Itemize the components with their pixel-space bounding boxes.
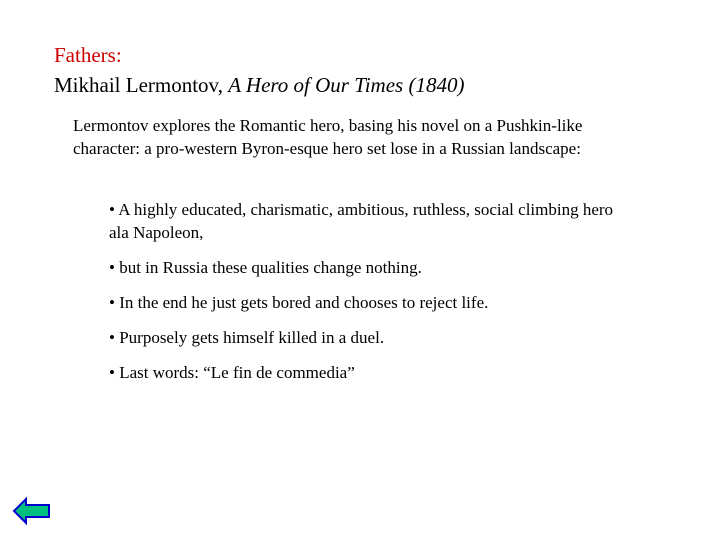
bullet-list: [109, 198, 629, 396]
bullet-item: • A highly educated, charismatic, ambitious, ruthless, social climbing hero ala Napoleon,: [109, 200, 614, 242]
bullet-item: • but in Russia these qualities change nothing.: [109, 258, 422, 277]
title-label: Fathers:: [54, 43, 122, 67]
bullet-item: • Last words: “Le fin de commedia”: [109, 363, 355, 382]
slide-title: [54, 40, 464, 100]
title-subtitle: [54, 70, 464, 100]
intro-paragraph: Lermontov explores the Romantic hero, basing his novel on a Pushkin-like character: a pro-western Byron-esque hero set lose in a Russian landscape:: [73, 116, 583, 158]
bullet-item: • Purposely gets himself killed in a duel.: [109, 328, 385, 347]
bullet-item: • In the end he just gets bored and chooses to reject life.: [109, 293, 489, 312]
title-author: Mikhail Lermontov,: [54, 73, 229, 97]
left-arrow-icon: [12, 496, 52, 526]
title-work: A Hero of Our Times (1840): [228, 73, 465, 97]
back-button[interactable]: [12, 496, 52, 526]
